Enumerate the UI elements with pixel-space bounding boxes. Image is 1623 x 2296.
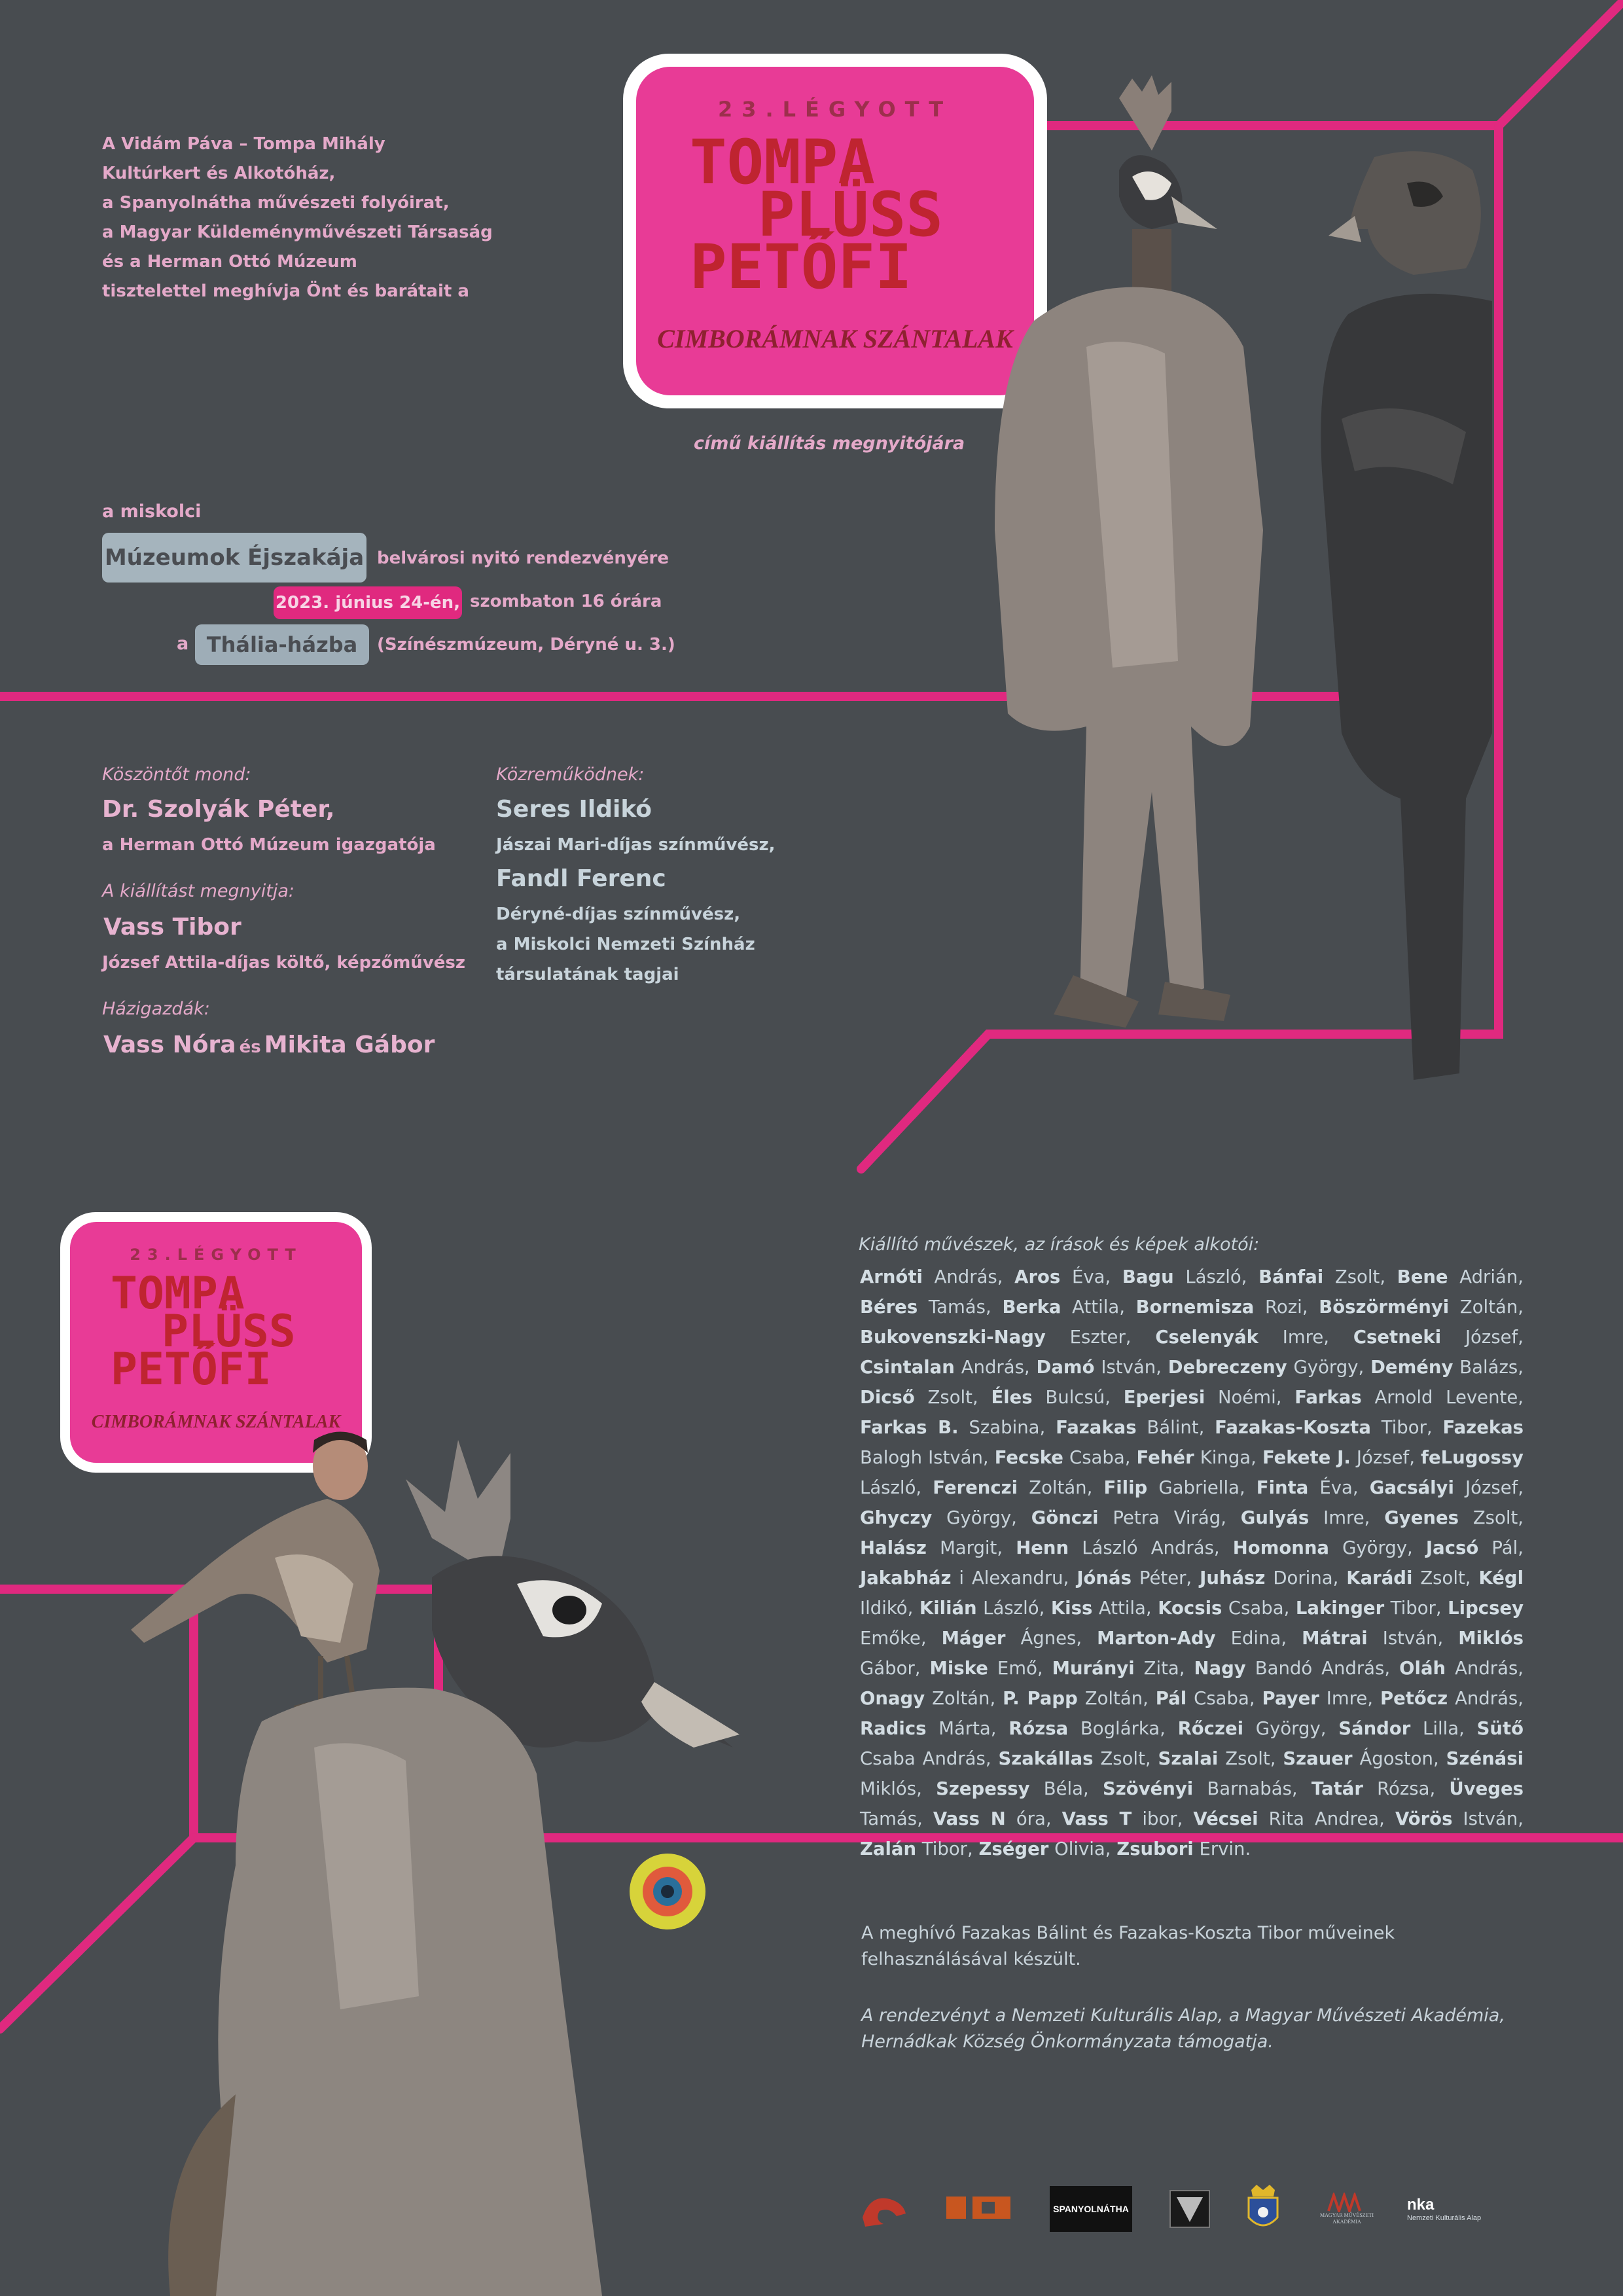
artist-surname: Gacsályi (1369, 1477, 1454, 1498)
artist-given-name: Rozi (1254, 1297, 1302, 1318)
artist-given-name: Bandó András (1245, 1658, 1385, 1679)
greet-desc: a Herman Ottó Múzeum igazgatója (102, 835, 436, 855)
artist-given-name: ibor (1132, 1808, 1177, 1829)
artist-surname: Csetneki (1353, 1327, 1442, 1348)
artist-surname: Jakabház (860, 1568, 952, 1588)
artist-surname: Ferenczi (933, 1477, 1018, 1498)
artist-given-name: Éva (1060, 1266, 1105, 1287)
artist-surname: Eperjesi (1123, 1387, 1205, 1408)
artist-surname: Szakállas (998, 1748, 1094, 1769)
artist-given-name: Zsolt (1412, 1568, 1465, 1588)
greet-name: Dr. Szolyák Péter, (102, 796, 335, 823)
artist-given-name: Zsolt (1323, 1266, 1380, 1287)
logo-word-petofi: PETŐFI (690, 232, 912, 303)
open-desc: József Attila-díjas költő, képzőművész (102, 953, 466, 973)
artist-given-name: Miklós (860, 1778, 917, 1799)
artist-given-name: Attila (1061, 1297, 1120, 1318)
event-after-tag: belvárosi nyitó rendezvényére (377, 548, 669, 568)
falcon-headed-figure-image (1302, 144, 1499, 1093)
artist-given-name: Péter (1131, 1568, 1186, 1588)
artist-given-name: Petra Virág (1098, 1507, 1221, 1528)
artist-given-name: Csaba (1222, 1598, 1284, 1619)
artist-surname: Kégl (1478, 1568, 1524, 1588)
artist-surname: Berka (1002, 1297, 1061, 1318)
artist-given-name: óra (1005, 1808, 1046, 1829)
artist-given-name: István (1367, 1628, 1438, 1649)
artist-surname: Szepessy (936, 1778, 1030, 1799)
artist-given-name: András (1448, 1688, 1518, 1709)
artist-surname: Fazakas (1056, 1417, 1137, 1438)
artist-surname: Tatár (1311, 1778, 1363, 1799)
artist-given-name: Zoltán (1077, 1688, 1143, 1709)
sponsor-logo-spanyolnatha: SPANYOLNÁTHA (1050, 2186, 1132, 2232)
artist-surname: Fazakas-Koszta (1215, 1417, 1371, 1438)
artist-surname: Payer (1262, 1688, 1319, 1709)
artist-surname: Éles (991, 1387, 1033, 1408)
artist-surname: Homonna (1232, 1537, 1329, 1558)
perf2-name: Fandl Ferenc (496, 865, 666, 892)
artist-surname: Rózsa (1008, 1718, 1069, 1739)
credits-sponsors: A rendezvényt a Nemzeti Kulturális Alap, a Magyar Művészeti Akadémia, Hernádkak Község Önkormányzata támogatja. (861, 2005, 1505, 2052)
logo-small-subtitle: 23.LÉGYOTT (130, 1246, 302, 1264)
artist-surname: Mátrai (1302, 1628, 1368, 1649)
artist-surname: Radics (860, 1718, 927, 1739)
artist-surname: Dicső (860, 1387, 915, 1408)
artist-given-name: Csaba András (860, 1748, 986, 1769)
artist-surname: Petőcz (1380, 1688, 1448, 1709)
artist-surname: Arnóti (860, 1266, 923, 1287)
logo-small-word-pluss: PLÜSS (162, 1306, 296, 1357)
artist-surname: Zsubori (1116, 1839, 1194, 1859)
artist-given-name: Gábor (860, 1658, 915, 1679)
event-tag-venue: Thália-házba (195, 624, 369, 665)
artist-list: Arnóti András, Aros Éva, Bagu László, Bánfai Zsolt, Bene Adrián, Béres Tamás, Berka Attila, Bornemisza Rozi, Böszörményi Zoltán, Bukovenszki-Nagy Eszter, Cselenyák Imre, Csetneki József, Csintalan András, Damó István, Debreczeny György, Demény Balázs, Dicső Zsolt, Éles Bulcsú, Eperjesi Noémi, Farkas Arnold Levente, Farkas B. Szabina, Fazakas Bálint, Fazakas-Koszta Tibor, Fazekas Balogh István, Fecske Csaba, Fehér Kinga, Fekete J. József, feLugossy László, Ferenczi Zoltán, Filip Gabriella, Finta Éva, Gacsályi József, Ghyczy György, Gönczi Petra Virág, Gulyás Imre, Gyenes Zsolt, Halász Margit, Henn László András, Homonna György, Jacsó Pál, Jakabház i Alexandru, Jónás Péter, Juhász Dorina, Karádi Zsolt, Kégl Ildikó, Kilián László, Kiss Attila, Kocsis Csaba, Lakinger Tibor, Lipcsey Emőke, Máger Ágnes, Marton-Ady Edina, Mátrai István, Miklós Gábor, Miske Emő, Murányi Zita, Nagy Bandó András, Oláh András, Onagy Zoltán, P. Papp Zoltán, Pál Csaba, Payer Imre, Petőcz András, Radics Márta, Rózsa Boglárka, Rőczei György, Sándor Lilla, Sütő Csaba András, Szakállas Zsolt, Szalai Zsolt, Szauer Ágoston, Szénási Miklós, Szepessy Béla, Szövényi Barnabás, Tatár Rózsa, Üveges Tamás, Vass N óra, Vass T ibor, Vécsei Rita Andrea, Vörös István, Zalán Tibor, Zséger Olivia, Zsubori Ervin. (860, 1266, 1524, 1859)
event-pre: a miskolci (102, 501, 202, 522)
greet-label: Köszöntőt mond: (102, 764, 251, 785)
artist-given-name: Noémi (1205, 1387, 1276, 1408)
artist-surname: Filip (1103, 1477, 1148, 1498)
artist-given-name: István (1094, 1357, 1156, 1378)
artist-given-name: Csaba (1063, 1447, 1125, 1468)
artist-given-name: Rózsa (1363, 1778, 1430, 1799)
artist-surname: Murányi (1052, 1658, 1135, 1679)
artist-given-name: Zsolt (1093, 1748, 1145, 1769)
artist-given-name: Csaba (1186, 1688, 1249, 1709)
artist-surname: Bagu (1122, 1266, 1174, 1287)
artist-given-name: Ildikó (860, 1598, 908, 1619)
artist-surname: Jónás (1077, 1568, 1132, 1588)
artist-given-name: György (1243, 1718, 1321, 1739)
artist-surname: Lipcsey (1448, 1598, 1524, 1619)
artist-given-name: Lilla (1410, 1718, 1459, 1739)
perf1-desc: Jászai Mari-díjas színművész, (496, 835, 776, 855)
artist-surname: Finta (1256, 1477, 1309, 1498)
artist-surname: Vörös (1395, 1808, 1453, 1829)
artist-given-name: Barnabás (1193, 1778, 1292, 1799)
artist-given-name: Zita (1134, 1658, 1179, 1679)
logo-word-tompa: TOMPA (690, 127, 875, 198)
artist-surname: Miske (929, 1658, 988, 1679)
open-name: Vass Tibor (103, 914, 241, 941)
perf2-desc: Déryné-díjas színművész, a Miskolci Nemzeti Színház társulatának tagjai (496, 905, 755, 984)
artist-surname: Máger (941, 1628, 1006, 1649)
artist-surname: Pál (1155, 1688, 1187, 1709)
artist-given-name: Margit (926, 1537, 997, 1558)
artist-given-name: Attila (1092, 1598, 1146, 1619)
exhibition-caption: című kiállítás megnyitójára (694, 433, 965, 454)
artist-given-name: István (1452, 1808, 1518, 1829)
artist-given-name: József (1441, 1327, 1518, 1348)
artist-surname: Szalai (1158, 1748, 1219, 1769)
artist-surname: P. Papp (1003, 1688, 1078, 1709)
artist-surname: Marton-Ady (1097, 1628, 1216, 1649)
artist-given-name: Zsolt (1218, 1748, 1270, 1769)
artist-given-name: László (976, 1598, 1039, 1619)
artist-surname: Bánfai (1258, 1266, 1324, 1287)
artist-surname: Miklós (1458, 1628, 1524, 1649)
artist-given-name: András (954, 1357, 1024, 1378)
artist-surname: Ghyczy (860, 1507, 933, 1528)
perf1-name: Seres Ildikó (496, 796, 652, 823)
artist-given-name: Olivia (1048, 1839, 1105, 1859)
artist-surname: Üveges (1449, 1778, 1524, 1799)
artist-given-name: Imre (1258, 1327, 1324, 1348)
artist-given-name: Tibor (1370, 1417, 1427, 1438)
artist-surname: Henn (1016, 1537, 1069, 1558)
artist-given-name: i Alexandru (951, 1568, 1063, 1588)
artist-given-name: Ágnes (1005, 1628, 1077, 1649)
artist-surname: Nagy (1194, 1658, 1246, 1679)
artist-given-name: Tamás (918, 1297, 986, 1318)
artist-given-name: Ervin (1193, 1839, 1245, 1859)
logo-word-pluss: PLÜSS (758, 179, 943, 251)
artist-surname: Gönczi (1031, 1507, 1099, 1528)
artist-surname: Bene (1397, 1266, 1448, 1287)
artist-surname: Demény (1370, 1357, 1454, 1378)
artist-surname: Sütő (1476, 1718, 1524, 1739)
event-tag-museum-night: Múzeumok Éjszakája (102, 533, 366, 583)
artist-surname: Damó (1036, 1357, 1095, 1378)
artist-surname: Lakinger (1295, 1598, 1385, 1619)
artist-given-name: András (922, 1266, 997, 1287)
artist-given-name: Tibor (916, 1839, 967, 1859)
artist-given-name: Zoltán (1018, 1477, 1087, 1498)
artist-given-name: Gabriella (1147, 1477, 1240, 1498)
sponsor-logo-1 (857, 2186, 908, 2232)
artist-given-name: Adrián (1448, 1266, 1518, 1287)
artist-given-name: Éva (1308, 1477, 1353, 1498)
sponsor-logo-mma: MAGYAR MŰVÉSZETI AKADÉMIA (1315, 2186, 1378, 2232)
credits-artworks: A meghívó Fazakas Bálint és Fazakas-Koszta Tibor műveinek felhasználásával készült. (861, 1923, 1395, 1969)
artist-given-name: Bulcsú (1032, 1387, 1105, 1408)
sponsor-logo-nka: nka Nemzeti Kulturális Alap (1407, 2196, 1482, 2222)
host-names: Vass Nóra és Mikita Gábor (103, 1031, 435, 1058)
artist-surname: Farkas (1294, 1387, 1362, 1408)
artist-surname: Halász (860, 1537, 927, 1558)
artist-given-name: Dorina (1265, 1568, 1333, 1588)
peacock-headed-figure-image (955, 72, 1322, 1086)
logo-subtitle: 23.LÉGYOTT (717, 97, 953, 122)
artist-given-name: György (1287, 1357, 1359, 1378)
event-place: (Színészmúzeum, Déryné u. 3.) (377, 635, 675, 655)
artist-surname: Onagy (860, 1688, 925, 1709)
logo-small-word-petofi: PETŐFI (111, 1344, 272, 1395)
artist-given-name: Béla (1029, 1778, 1084, 1799)
artist-surname: Rőczei (1177, 1718, 1244, 1739)
artist-given-name: Szabina (958, 1417, 1040, 1438)
artist-surname: Vass T (1061, 1808, 1132, 1829)
artist-surname: Gyenes (1384, 1507, 1459, 1528)
artist-surname: Fazekas (1442, 1417, 1524, 1438)
sponsor-logo-2 (942, 2186, 1014, 2232)
artist-given-name: Balázs (1453, 1357, 1518, 1378)
logo-small-word-tompa: TOMPA (111, 1268, 245, 1319)
host-label: Házigazdák: (102, 999, 210, 1019)
logo-script-title: CIMBORÁMNAK SZÁNTALAK (657, 324, 1013, 353)
artist-surname: Karádi (1346, 1568, 1413, 1588)
artist-given-name: Emőke (860, 1628, 921, 1649)
artist-given-name: Imre (1309, 1507, 1364, 1528)
artist-given-name: Ágoston (1352, 1748, 1433, 1769)
artist-surname: Kiss (1050, 1598, 1093, 1619)
artist-surname: Szénási (1446, 1748, 1524, 1769)
artist-given-name: Edina (1215, 1628, 1281, 1649)
perf-label: Közreműködnek: (496, 764, 645, 785)
sponsor-logo-coat-of-arms (1243, 2186, 1283, 2232)
artist-surname: Oláh (1399, 1658, 1446, 1679)
open-label: A kiállítást megnyitja: (102, 881, 294, 901)
artist-given-name: László (860, 1477, 916, 1498)
artist-surname: Szövényi (1103, 1778, 1194, 1799)
artist-surname: Böszörményi (1319, 1297, 1450, 1318)
artist-surname: Kocsis (1158, 1598, 1222, 1619)
artist-given-name: Emő (988, 1658, 1037, 1679)
artist-given-name: Zoltán (1449, 1297, 1518, 1318)
artists-heading: Kiállító művészek, az írások és képek alkotói: (859, 1234, 1260, 1255)
artist-given-name: Zoltán (925, 1688, 990, 1709)
artist-given-name: László András (1069, 1537, 1214, 1558)
peacock-headed-figure-bottom-image (65, 1407, 753, 2296)
artist-given-name: Tibor (1384, 1598, 1436, 1619)
artist-surname: Debreczeny (1168, 1357, 1287, 1378)
artist-given-name: Boglárka (1068, 1718, 1160, 1739)
artist-surname: Béres (860, 1297, 918, 1318)
artist-given-name: Imre (1319, 1688, 1368, 1709)
artist-given-name: György (932, 1507, 1012, 1528)
artist-surname: Fecske (994, 1447, 1063, 1468)
artist-given-name: Bálint (1136, 1417, 1199, 1438)
artist-given-name: Kinga (1194, 1447, 1251, 1468)
logo-small-script-title: CIMBORÁMNAK SZÁNTALAK (91, 1412, 341, 1432)
artist-given-name: Eszter (1045, 1327, 1126, 1348)
artist-surname: Farkas B. (860, 1417, 959, 1438)
artist-given-name: László (1173, 1266, 1241, 1287)
artist-surname: Vécsei (1193, 1808, 1258, 1829)
artist-surname: Jacsó (1425, 1537, 1479, 1558)
artist-given-name: József (1454, 1477, 1518, 1498)
event-pre2: a (177, 634, 189, 654)
artist-surname: Bukovenszki-Nagy (860, 1327, 1046, 1348)
artist-surname: Zalán (860, 1839, 917, 1859)
artist-surname: Szauer (1283, 1748, 1353, 1769)
artist-given-name: József (1350, 1447, 1410, 1468)
artist-given-name: Zsolt (1458, 1507, 1518, 1528)
artist-given-name: Balogh István (860, 1447, 983, 1468)
artist-given-name: Arnold Levente (1361, 1387, 1518, 1408)
artist-given-name: Pál (1478, 1537, 1518, 1558)
artist-surname: Zséger (978, 1839, 1049, 1859)
artist-surname: Bornemisza (1135, 1297, 1255, 1318)
artist-surname: Kilián (919, 1598, 977, 1619)
artist-given-name: György (1329, 1537, 1408, 1558)
artist-given-name: András (1446, 1658, 1518, 1679)
artist-surname: Aros (1014, 1266, 1061, 1287)
artist-surname: Fekete J. (1262, 1447, 1351, 1468)
artist-surname: feLugossy (1421, 1447, 1524, 1468)
artist-given-name: Zsolt (914, 1387, 972, 1408)
artist-surname: Juhász (1200, 1568, 1266, 1588)
artist-surname: Gulyás (1240, 1507, 1310, 1528)
sponsor-logo-4 (1169, 2186, 1211, 2232)
artist-given-name: Rita Andrea (1258, 1808, 1380, 1829)
event-time: szombaton 16 órára (470, 592, 662, 611)
event-date-badge: 2023. június 24-én, (274, 586, 462, 619)
artist-surname: Sándor (1338, 1718, 1411, 1739)
artist-surname: Fehér (1136, 1447, 1194, 1468)
artist-given-name: Tamás (860, 1808, 918, 1829)
artist-given-name: Márta (926, 1718, 991, 1739)
artist-surname: Cselenyák (1155, 1327, 1258, 1348)
artist-surname: Csintalan (860, 1357, 955, 1378)
intro-text: A Vidám Páva – Tompa Mihály Kultúrkert és Alkotóház, a Spanyolnátha művészeti folyóirat, a Magyar Küldeményművészeti Társaság és a Herman Ottó Múzeum tisztelettel meghívja Önt és barátait a (102, 134, 493, 301)
artist-surname: Vass N (933, 1808, 1006, 1829)
